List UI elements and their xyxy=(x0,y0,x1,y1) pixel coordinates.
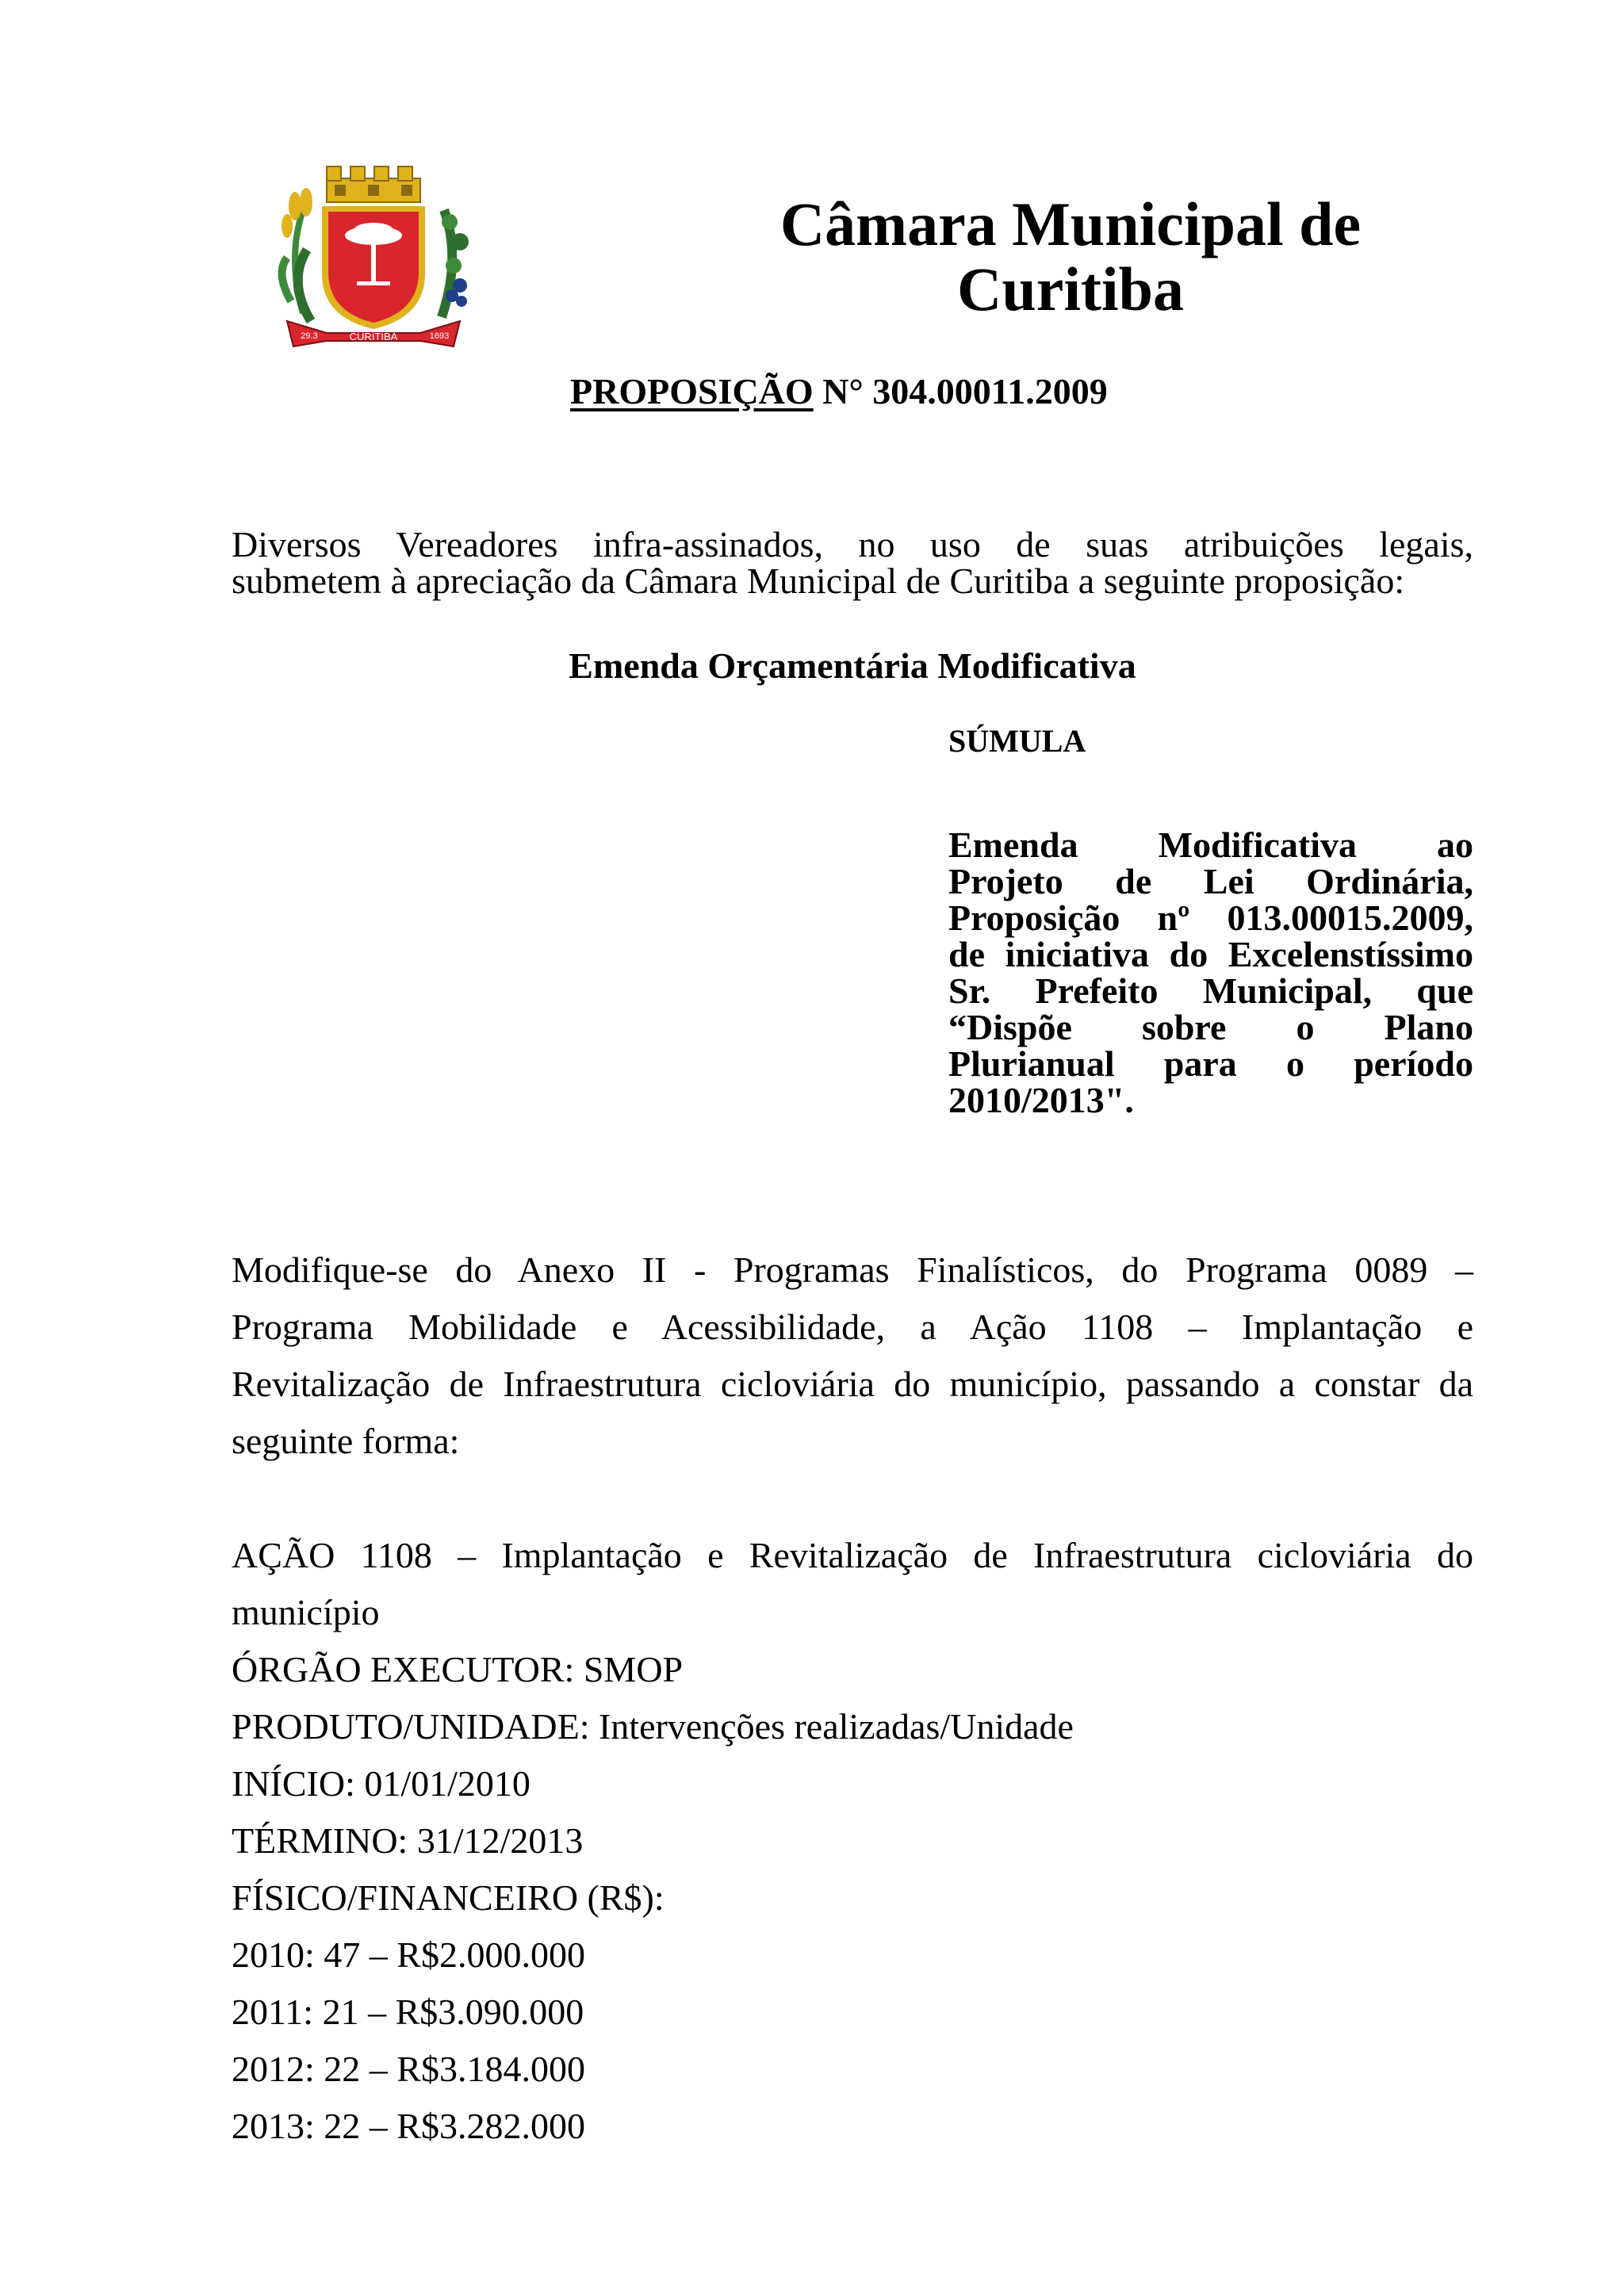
action-produto: PRODUTO/UNIDADE: Intervenções realizadas/Unidade xyxy=(232,1706,1074,1747)
sumula-line: Projeto de Lei Ordinária, xyxy=(948,861,1473,901)
action-year-row: 2010: 47 – R$2.000.000 xyxy=(232,1934,585,1975)
action-inicio: INÍCIO: 01/01/2010 xyxy=(232,1763,530,1804)
sumula-line: “Dispõe sobre o Plano xyxy=(948,1007,1473,1047)
amendment-title: Emenda Orçamentária Modificativa xyxy=(569,645,1136,686)
intro-paragraph xyxy=(232,526,1473,599)
crest-ribbon-text: CURITIBA xyxy=(349,331,398,342)
crest-date-left: 29.3 xyxy=(301,331,318,341)
sumula-line: Proposição nº 013.00015.2009, xyxy=(948,897,1473,938)
sumula-line: 2010/2013". xyxy=(948,1080,1134,1120)
sumula-text xyxy=(948,827,1473,1119)
vine-icon xyxy=(442,210,469,317)
action-year-row: 2013: 22 – R$3.282.000 xyxy=(232,2106,585,2146)
intro-line-1: Diversos Vereadores infra-assinados, no uso de suas atribuições legais, xyxy=(232,524,1473,564)
intro-line-2: submetem à apreciação da Câmara Municipal de Curitiba a seguinte proposição: xyxy=(232,561,1405,601)
body-line: seguinte forma: xyxy=(232,1421,460,1461)
action-orgao: ÓRGÃO EXECUTOR: SMOP xyxy=(232,1649,684,1689)
body-line: Programa Mobilidade e Acessibilidade, a Ação 1108 – Implantação e xyxy=(232,1307,1473,1347)
action-title-line2: município xyxy=(232,1592,380,1632)
action-details xyxy=(232,1527,1473,2155)
proposition-number: N° 304.00011.2009 xyxy=(813,371,1108,411)
action-termino: TÉRMINO: 31/12/2013 xyxy=(232,1820,584,1861)
action-fisico-label: FÍSICO/FINANCEIRO (R$): xyxy=(232,1877,665,1918)
sumula-line: Emenda Modificativa ao xyxy=(948,825,1473,865)
institution-name-line1: Câmara Municipal de xyxy=(779,189,1362,258)
body-line: Modifique-se do Anexo II - Programas Finalísticos, do Programa 0089 – xyxy=(232,1249,1473,1290)
crest-date-right: 1693 xyxy=(429,331,450,341)
institution-name-line2: Curitiba xyxy=(956,254,1185,323)
sumula-label: SÚMULA xyxy=(948,723,1086,759)
sumula-line: Plurianual para o período xyxy=(948,1043,1473,1084)
sumula-line: de iniciativa do Excelenstíssimo xyxy=(948,934,1473,974)
action-title-line1: AÇÃO 1108 – Implantação e Revitalização de Infraestrutura cicloviária do xyxy=(232,1535,1473,1575)
wheat-icon xyxy=(282,188,312,321)
proposition-label: PROPOSIÇÃO xyxy=(570,371,814,411)
shield-icon xyxy=(322,206,425,329)
coat-of-arms-logo xyxy=(271,163,476,353)
body-paragraph xyxy=(232,1242,1473,1470)
action-year-row: 2012: 22 – R$3.184.000 xyxy=(232,2049,585,2089)
sumula-line: Sr. Prefeito Municipal, que xyxy=(948,970,1473,1011)
crown-icon xyxy=(327,166,420,202)
institution-name xyxy=(714,189,1427,323)
body-line: Revitalização de Infraestrutura cicloviária do município, passando a constar da xyxy=(232,1364,1473,1404)
action-year-row: 2011: 21 – R$3.090.000 xyxy=(232,1992,584,2032)
